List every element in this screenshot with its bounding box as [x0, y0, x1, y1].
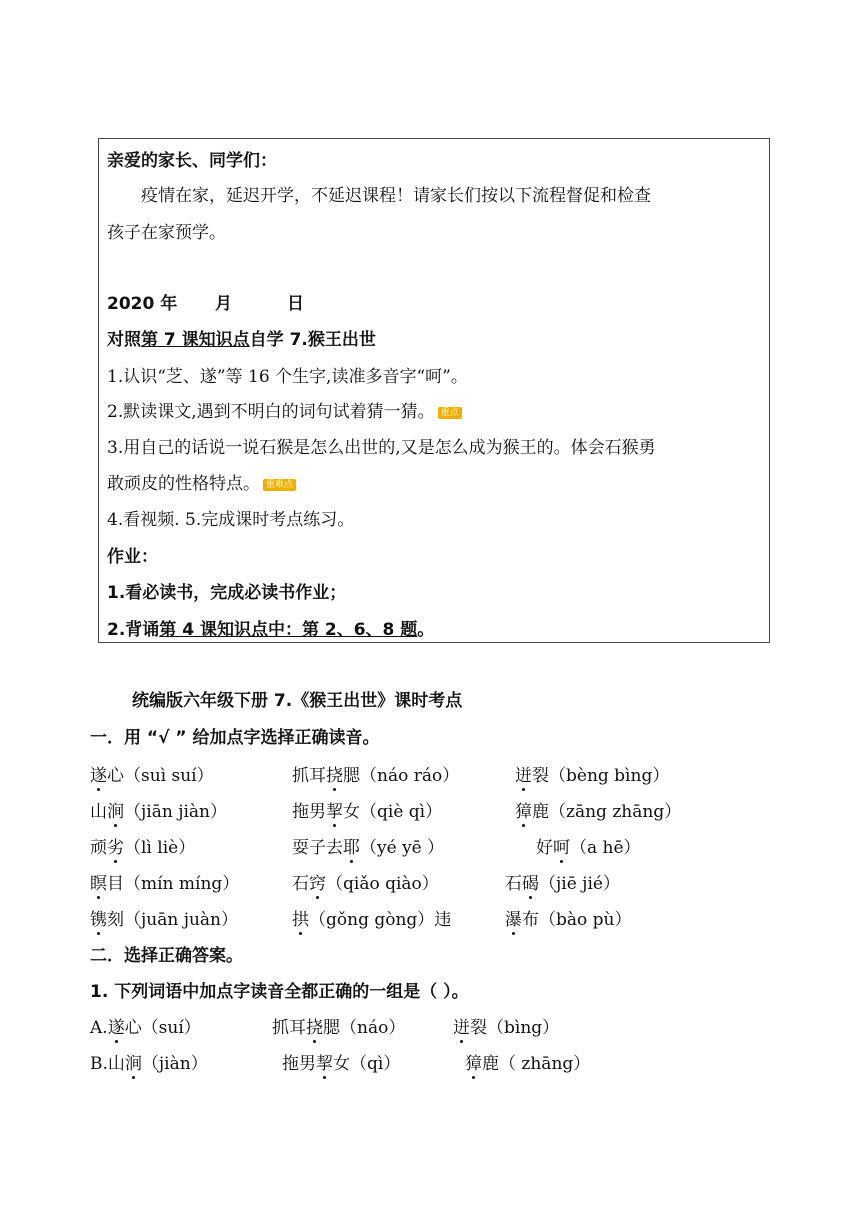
pronunciation-item [90, 765, 214, 787]
pronunciation-item [90, 1017, 201, 1039]
section-2-heading: 二．选择正确答案。 [90, 946, 243, 966]
word-and-pinyin: 裂（bèng bìng） [532, 766, 670, 786]
word-and-pinyin: （yé yē ） [360, 838, 445, 858]
pronunciation-item [292, 837, 444, 859]
dotted-character: 遂 [107, 1018, 125, 1038]
goal-item-3-line2 [107, 473, 296, 495]
dotted-character: 拱 [292, 910, 309, 930]
pronunciation-item [292, 765, 459, 787]
study-prefix: 对照 [107, 330, 141, 350]
date-year: 2020 年 [107, 294, 178, 314]
word-and-pinyin: （jiàn） [141, 1054, 208, 1074]
pronunciation-item [90, 1053, 208, 1075]
pronunciation-item [90, 909, 238, 931]
word-prefix: 抓耳 [292, 766, 326, 786]
word-prefix: 拖男 [282, 1054, 316, 1074]
dotted-character: 瀑 [505, 910, 522, 930]
dotted-character: 獐 [465, 1054, 482, 1074]
word-and-pinyin: 心（suí） [124, 1018, 201, 1038]
word-and-pinyin: （jiē jié） [539, 874, 620, 894]
notice-greeting: 亲爱的家长、同学们： [107, 151, 277, 171]
goal-item-3-line1: 3.用自己的话说一说石猴是怎么出世的,又是怎么成为猴王的。体会石猴勇 [107, 438, 656, 458]
dotted-character: 迸 [515, 766, 532, 786]
goal-item-2 [107, 401, 462, 423]
word-and-pinyin: （lì liè） [124, 838, 196, 858]
word-and-pinyin: 女（qiè qì） [343, 802, 443, 822]
word-and-pinyin: 刻（juān juàn） [107, 910, 239, 930]
word-prefix: A. [90, 1018, 108, 1038]
word-and-pinyin: （a hē） [570, 838, 641, 858]
study-suffix: 自学 7.猴王出世 [249, 330, 376, 350]
notice-paragraph-line1: 疫情在家，延迟开学，不延迟课程！请家长们按以下流程督促和检查 [141, 186, 651, 206]
word-prefix: 抓耳 [272, 1018, 306, 1038]
dotted-character: 窍 [309, 874, 326, 894]
pronunciation-item [292, 909, 451, 931]
word-and-pinyin: 目（mín míng） [107, 874, 240, 894]
dotted-character: 涧 [124, 1054, 142, 1074]
word-and-pinyin: 布（bào pù） [522, 910, 632, 930]
word-prefix: 石 [292, 874, 309, 894]
notice-paragraph-line2: 孩子在家预学。 [107, 223, 226, 243]
word-and-pinyin: 心（suì suí） [107, 766, 214, 786]
hw2-prefix: 2.背诵 [107, 620, 160, 640]
dotted-character: 呵 [553, 838, 570, 858]
pronunciation-item [292, 873, 439, 895]
date-month: 月 [215, 294, 232, 314]
study-lesson-link: 第 7 课知识点 [141, 330, 250, 350]
dotted-character: 遂 [90, 766, 107, 786]
homework-item-2 [107, 619, 434, 641]
word-prefix: 山 [90, 802, 107, 822]
hw2-underlined: 第 4 课知识点中：第 2、6、8 题 [159, 620, 418, 640]
word-and-pinyin: 女（qì） [333, 1054, 401, 1074]
word-and-pinyin: （qiǎo qiào） [326, 874, 439, 894]
hw2-suffix: 。 [417, 620, 435, 640]
pronunciation-item [292, 801, 442, 823]
pronunciation-item [505, 909, 632, 931]
word-and-pinyin: 腮（náo ráo） [343, 766, 460, 786]
dotted-character: 瞑 [90, 874, 107, 894]
pronunciation-item [453, 1017, 559, 1039]
dotted-character: 耶 [343, 838, 360, 858]
dotted-character: 迸 [453, 1018, 470, 1038]
word-prefix: B.山 [90, 1054, 125, 1074]
pronunciation-item [90, 801, 227, 823]
word-and-pinyin: （jiān jiàn） [124, 802, 227, 822]
pronunciation-item [536, 837, 641, 859]
word-and-pinyin: 腮（náo） [323, 1018, 406, 1038]
dotted-character: 挈 [326, 802, 343, 822]
pronunciation-item [505, 873, 620, 895]
word-prefix: 耍子去 [292, 838, 343, 858]
word-prefix: 石 [505, 874, 522, 894]
goal-item-3-text: 敢顽皮的性格特点。 [107, 474, 260, 494]
dotted-character: 碣 [522, 874, 539, 894]
pronunciation-item [272, 1017, 405, 1039]
pronunciation-item [465, 1053, 590, 1075]
notice-box [98, 138, 770, 643]
goal-item-2-text: 2.默读课文,遇到不明白的词句试着猜一猜。 [107, 402, 435, 422]
key-point-badge: 重点 [438, 407, 462, 419]
dotted-character: 挠 [326, 766, 343, 786]
study-instruction [107, 329, 376, 351]
dotted-character: 挈 [316, 1054, 333, 1074]
pronunciation-item [90, 837, 195, 859]
worksheet-title: 统编版六年级下册 7.《猴王出世》课时考点 [132, 691, 463, 711]
word-and-pinyin: （gǒng gòng）违 [309, 910, 452, 930]
pronunciation-item [515, 801, 681, 823]
word-and-pinyin: 鹿（zāng zhāng） [532, 802, 682, 822]
dotted-character: 镌 [90, 910, 107, 930]
dotted-character: 挠 [306, 1018, 323, 1038]
difficult-point-badge: 重难点 [263, 479, 296, 491]
pronunciation-item [90, 873, 239, 895]
pronunciation-item [282, 1053, 400, 1075]
section-1-heading: 一．用 “√ ” 给加点字选择正确读音。 [90, 728, 380, 748]
word-prefix: 顽 [90, 838, 107, 858]
homework-title: 作业： [107, 547, 158, 567]
date-day: 日 [287, 294, 304, 314]
goal-item-1: 1.认识“芝、遂”等 16 个生字,读准多音字“呵”。 [107, 367, 468, 387]
word-prefix: 拖男 [292, 802, 326, 822]
dotted-character: 涧 [107, 802, 124, 822]
pronunciation-item [515, 765, 669, 787]
word-and-pinyin: 裂（bìng） [470, 1018, 560, 1038]
dotted-character: 劣 [107, 838, 124, 858]
dotted-character: 獐 [515, 802, 532, 822]
goal-item-4: 4.看视频. 5.完成课时考点练习。 [107, 510, 355, 530]
word-prefix: 好 [536, 838, 553, 858]
homework-item-1: 1.看必读书，完成必读书作业； [107, 583, 347, 603]
question-1: 1. 下列词语中加点字读音全都正确的一组是（ ）。 [90, 982, 469, 1002]
word-and-pinyin: 鹿（ zhāng） [482, 1054, 591, 1074]
